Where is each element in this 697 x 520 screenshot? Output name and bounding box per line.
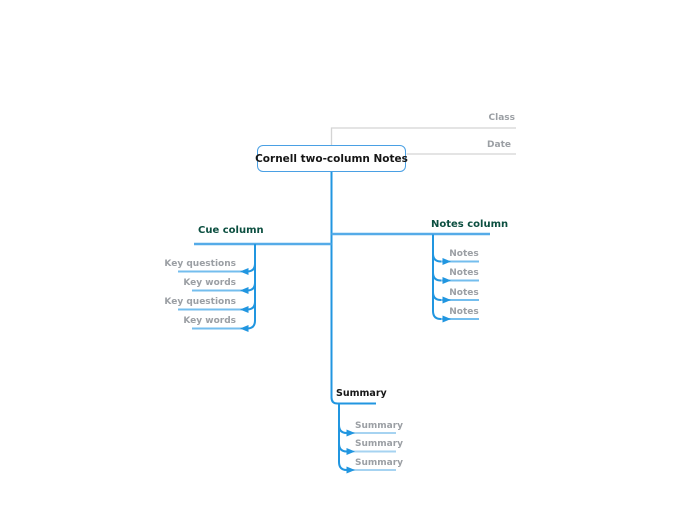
root-topic-label: Cornell two-column Notes (255, 152, 408, 165)
topic-summary[interactable]: Summary (336, 388, 387, 399)
topic-notes[interactable]: Notes (449, 287, 479, 298)
topic-notes[interactable]: Notes (449, 249, 479, 259)
arrowhead-right-icon (347, 467, 356, 474)
arrowhead-left-icon (240, 287, 249, 294)
topic-summary-child[interactable]: Summary (355, 457, 404, 468)
summary-child-connector (339, 444, 347, 452)
topic-cue-column[interactable]: Cue column (198, 225, 264, 236)
arrowhead-left-icon (240, 268, 249, 275)
topic-key-words[interactable]: Key words (183, 278, 236, 288)
trunk-line (332, 172, 377, 404)
topic-key-words[interactable]: Key words (183, 316, 236, 326)
topic-summary-child[interactable]: Summary (355, 420, 404, 431)
topic-class[interactable]: Class (488, 113, 515, 123)
arrowhead-right-icon (347, 430, 356, 437)
arrowhead-right-icon (443, 297, 452, 304)
topic-summary-child[interactable]: Summary (355, 439, 404, 449)
topic-notes[interactable]: Notes (449, 268, 479, 278)
arrowhead-right-icon (347, 448, 356, 455)
notes-child-connector (433, 254, 441, 262)
topic-date[interactable]: Date (487, 140, 511, 150)
topic-key-questions[interactable]: Key questions (164, 297, 236, 307)
arrowhead-left-icon (240, 325, 249, 332)
topic-key-questions[interactable]: Key questions (164, 259, 236, 269)
arrowhead-right-icon (443, 277, 452, 284)
notes-child-connector (433, 273, 441, 281)
arrowhead-right-icon (443, 316, 452, 323)
root-topic-node[interactable] (257, 145, 406, 172)
notes-child-connector (433, 292, 441, 300)
topic-notes[interactable]: Notes (449, 306, 479, 317)
summary-child-connector (339, 425, 347, 433)
topic-notes-column[interactable]: Notes column (431, 219, 509, 230)
notes-child-connector (433, 311, 441, 319)
arrowhead-right-icon (443, 258, 452, 265)
arrowhead-left-icon (240, 306, 249, 313)
summary-child-connector (339, 462, 347, 470)
